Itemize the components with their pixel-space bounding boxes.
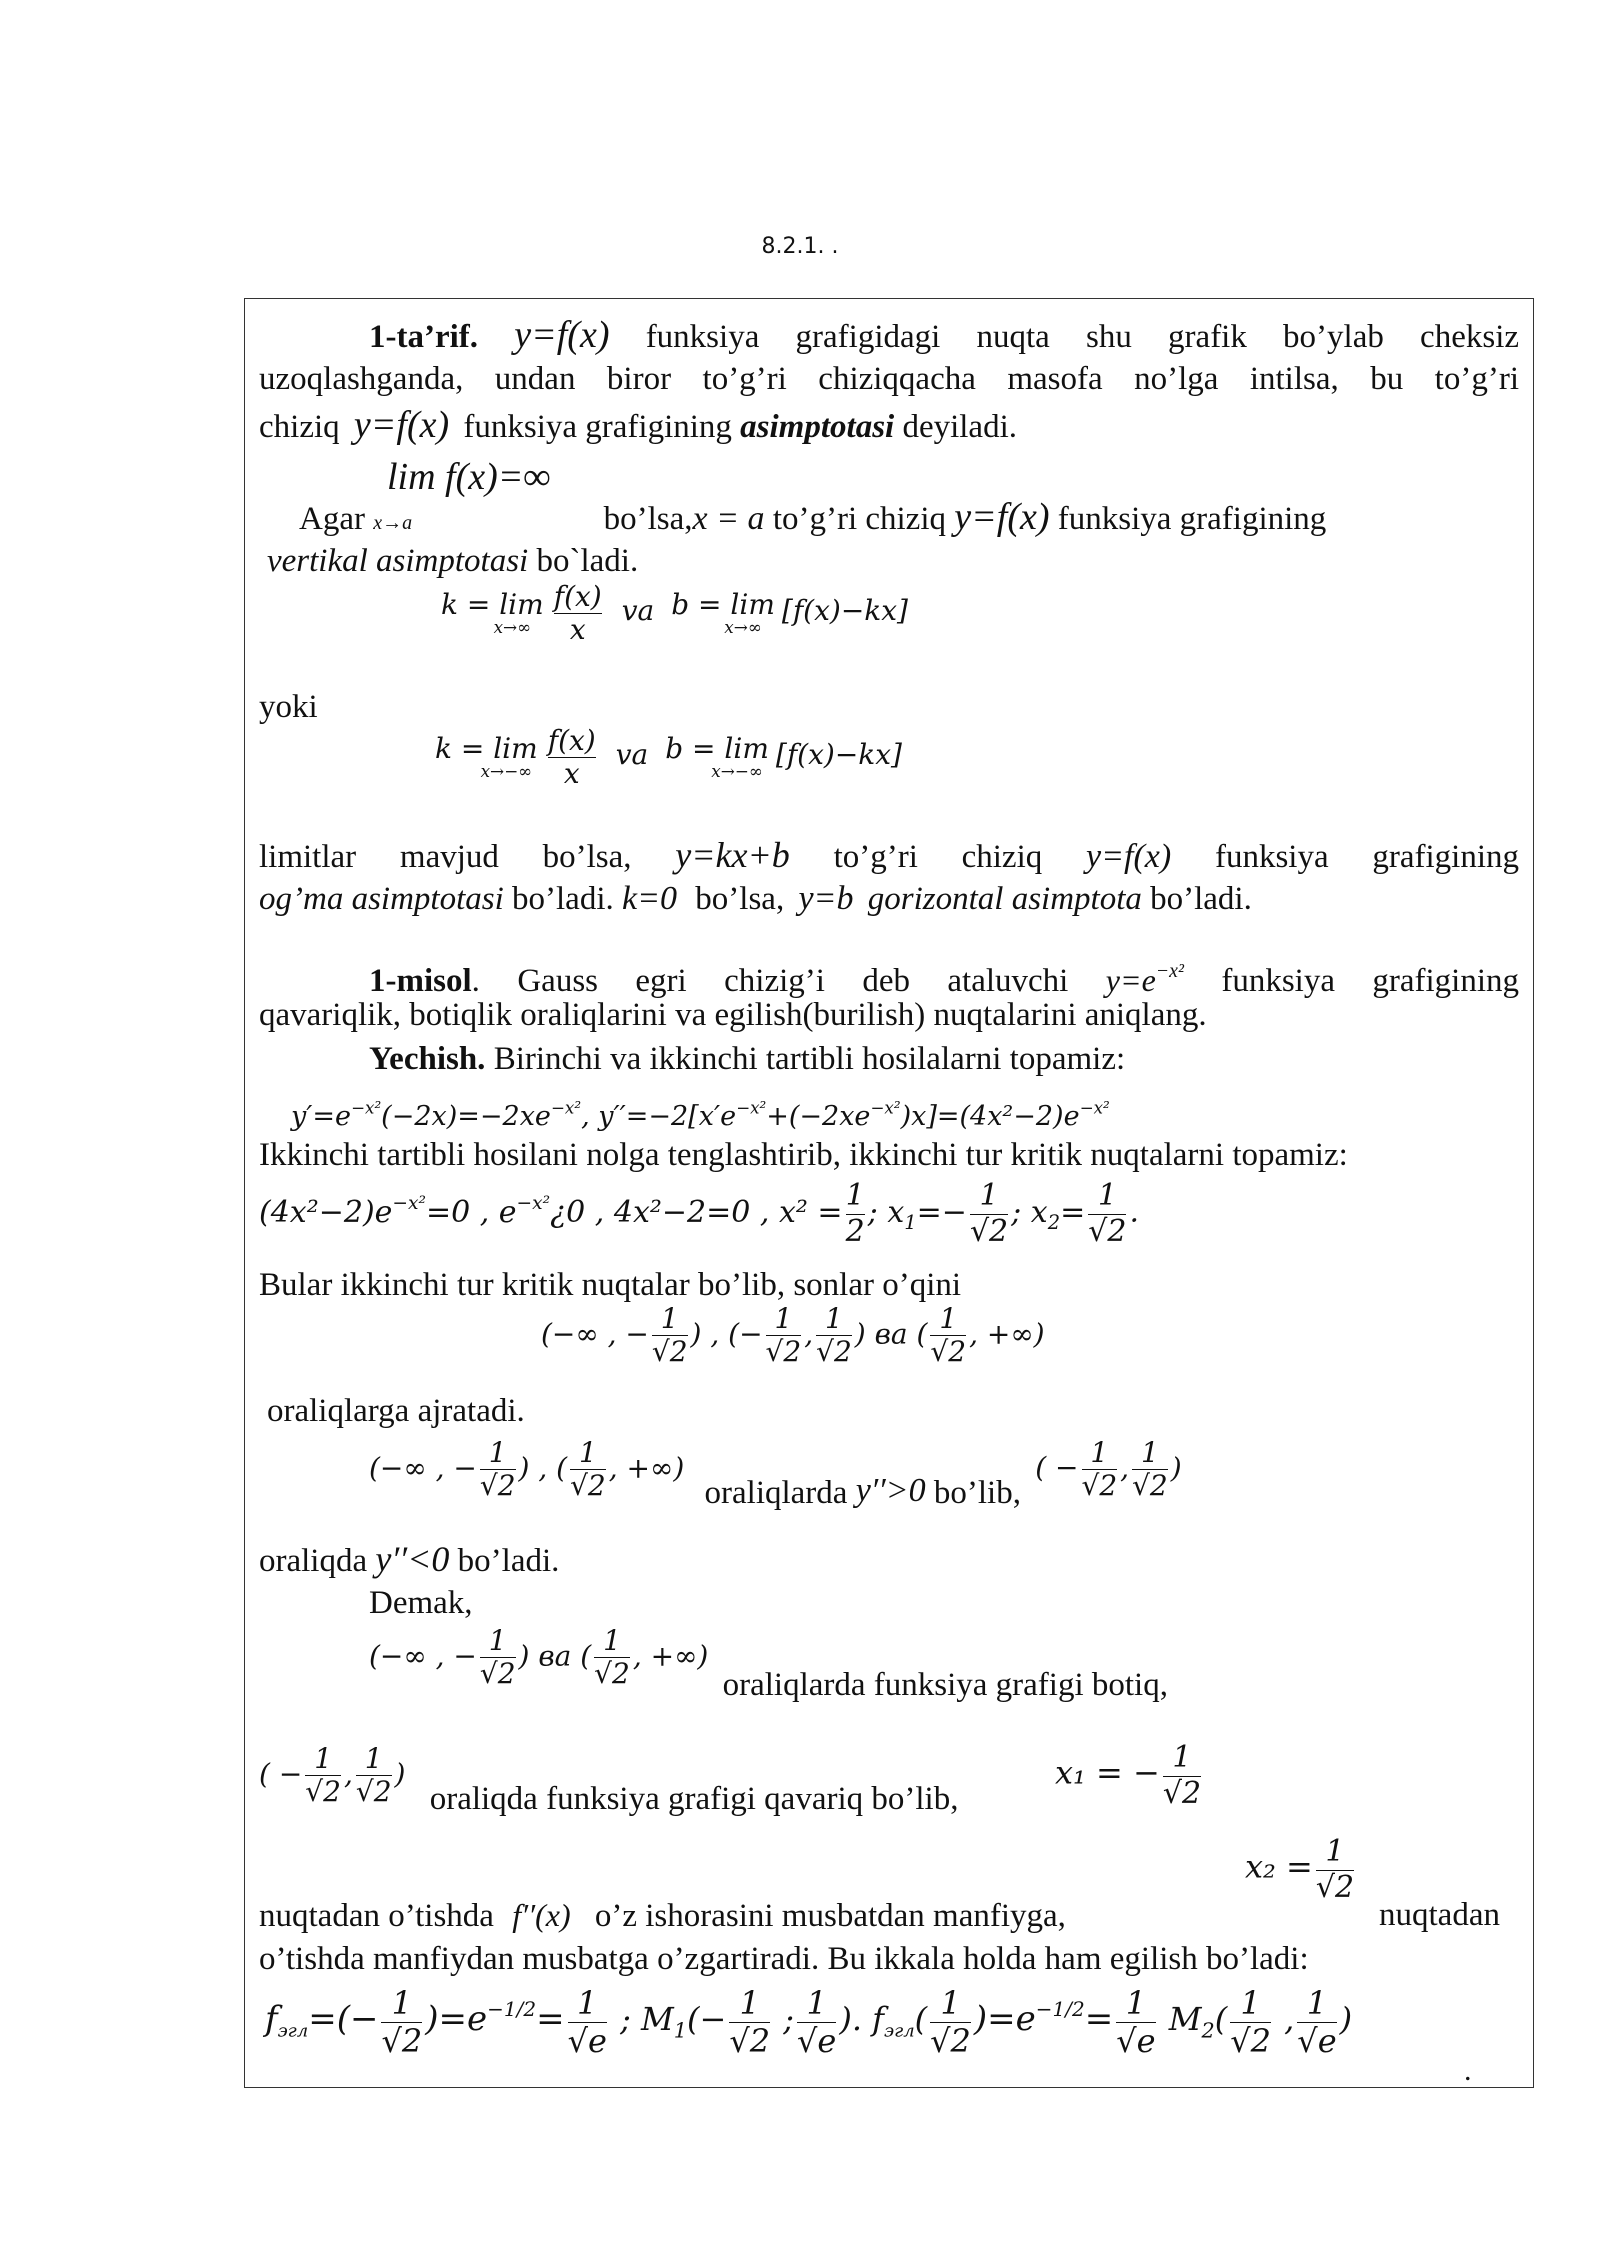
section-number: 8.2.1. . [761, 234, 839, 259]
definition-text: deyiladi. [902, 409, 1018, 445]
text: nuqtadan o’tishda [259, 1898, 494, 1934]
text: bo’lsa, [603, 501, 693, 537]
text: to’g’ri chiziq [833, 839, 1043, 875]
definition-line-1 [259, 313, 1519, 359]
eq-exp: −x² [392, 1192, 426, 1214]
text: funksiya grafigining [1221, 962, 1520, 999]
k-lim: k = lim [441, 588, 544, 622]
x2-label: x₂ = [1245, 1847, 1313, 1886]
lim-under: x→−∞ [711, 761, 763, 782]
bracket-expr: [f(x)−kx] [775, 738, 902, 772]
text: oraliqlarda funksiya grafigi botiq, [722, 1667, 1168, 1704]
example-line-2: qavariqlik, botiqlik oraliqlarini va egilish(burilish) nuqtalarini aniqlang. [259, 997, 1207, 1033]
example-line-7: oraliqlarga ajratadi. [267, 1393, 525, 1429]
text: o’z ishorasini musbatdan manfiyga, [594, 1898, 1066, 1934]
eq-part: ; x [1011, 1194, 1048, 1230]
line-eq: y=kx+b [675, 835, 790, 875]
definition-text: chiziq [259, 409, 340, 445]
eq-exp: −x² [516, 1192, 551, 1214]
derivatives-formula: $y'=e^{-x^2}(-2x)=-2xe^{-x^2}$, $y''=-2[x'e^{-x^2}+(-2xe^{-x^2})x]=(4x^2-2)e^{-x^2}$ [291, 1097, 1110, 1132]
text: bo’ladi. [512, 881, 614, 917]
agar-text: Agar [299, 501, 365, 537]
vertical-term: vertikal asimptotasi [267, 543, 529, 579]
limit-expression: lim f(x)=∞ [387, 456, 551, 498]
definition-func: y=f(x) [353, 404, 450, 446]
x2-point: x₂ = $\frac{1}{√2}$ [1245, 1834, 1355, 1905]
text: bo’lsa, [695, 881, 785, 917]
x-equals-a: x = a [692, 500, 765, 537]
text: bo’lib, [933, 1475, 1021, 1512]
frac-den: x [548, 757, 596, 790]
definition-label: 1-ta’rif. [369, 319, 479, 355]
frac-den: √2 [969, 1213, 1009, 1249]
frac-den: 2 [845, 1213, 865, 1249]
k-zero: k=0 [622, 880, 678, 917]
frac-num: 1 [1097, 1178, 1117, 1213]
ypp-positive: y′′>0 [855, 1472, 926, 1510]
definition-text: funksiya grafigining [463, 409, 732, 445]
critical-points-eq: $(4x^2-2)e^{-x^2}=0$ , $e^{-x^2}¿0$ , 4x²−2=0 , x² = $\frac{1}{2}$ ; $x_1=-$ $\frac{1}{√2}$ ; $x_2=$ $\frac{1}{√2}$ . [259, 1178, 1140, 1249]
text: bo’ladi. [457, 1543, 560, 1579]
qavariq-interval-line: ( − $\frac{1}{√2}$ , $\frac{1}{√2}$ ) oraliqda funksiya grafigi qavariq bo’lib, [259, 1742, 959, 1818]
eq-part: =0 , e [425, 1194, 517, 1230]
content-frame [244, 298, 1534, 2088]
definition-line-3 [259, 403, 1519, 449]
inflection-line-1 [259, 1893, 1519, 1938]
fpp: f′′(x) [512, 1897, 571, 1933]
frac-num: 1 [845, 1178, 865, 1213]
formula-k-b-neg-infinity [435, 725, 1519, 790]
text: bo’ladi. [1150, 881, 1252, 917]
func: y=f(x) [954, 496, 1050, 538]
lim-under: x→−∞ [480, 761, 533, 782]
definition-line-2: uzoqlashganda, undan biror to’g’ri chiziqqacha masofa no’lga intilsa, bu to’g’ri [259, 361, 1519, 397]
definition-func: y=f(x) [514, 314, 610, 356]
text: bo`ladi. [536, 543, 639, 579]
x1-label: x₁ = − [1055, 1753, 1160, 1792]
text: oraliqlarda [704, 1475, 848, 1512]
frac-num: 1 [979, 1178, 999, 1213]
bracket-expr: [f(x)−kx] [781, 594, 908, 628]
text: oraliqda funksiya grafigi qavariq bo’lib, [429, 1781, 959, 1818]
inflection-values: $f_{эгл}=(-$ $\frac{1}{√2}$ )$=e^{-1/2}=$ $\frac{1}{√e}$ ; $M_1(-$ $\frac{1}{√2}$ ; $\frac{1}{√e}$ ). $f_{эгл}$( $\frac{1}{√2}$ )$=e^{-1/2}=$ $\frac{1}{√e}$ $M_2$( $\frac{1}{√2}$ , $\frac{1}{√e}$ ) [265, 1984, 1353, 2060]
frac-num: f(x) [553, 580, 602, 613]
frac-den: x [554, 613, 602, 646]
x1-point: x₁ = − $\frac{1}{√2}$ [1055, 1740, 1202, 1811]
lim-under: x→∞ [724, 617, 762, 638]
frac-num: f(x) [547, 724, 596, 757]
oblique-line-1 [259, 833, 1519, 879]
yoki-text: yoki [259, 689, 318, 725]
definition-term: asimptotasi [740, 409, 895, 445]
inflection-line-2: o’tishda manfiydan musbatga o’zgartiradi. Bu ikkala holda ham egilish bo’ladi: [259, 1941, 1309, 1977]
definition-text: funksiya grafigidagi nuqta shu grafik bo’ylab cheksiz [645, 319, 1520, 355]
nuqtadan-text: nuqtadan [1379, 1897, 1500, 1933]
text: to’g’ri chiziq [772, 501, 946, 537]
y-b: y=b [798, 880, 854, 917]
oblique-line-2 [259, 877, 1519, 921]
gauss-func: y=e [1105, 961, 1156, 998]
intervals-line: (−∞ , − $\frac{1}{√2}$ ) , (− $\frac{1}{√2}$ , $\frac{1}{√2}$ ) ва ( $\frac{1}{√2}$ , +∞) [541, 1302, 1045, 1369]
example-line-5: Ikkinchi tartibli hosilani nolga tenglashtirib, ikkinchi tur kritik nuqtalarni topamiz: [259, 1137, 1348, 1173]
limit-under: x→a [373, 512, 413, 534]
eq-part: ¿0 , 4x²−2=0 , x² = [550, 1194, 843, 1230]
vertical-line [299, 495, 1519, 545]
func: y=f(x) [1086, 838, 1172, 875]
va-text: va [615, 738, 649, 772]
text: oraliqda [259, 1543, 368, 1579]
formula-k-b-infinity [441, 581, 1519, 646]
eq-part: ; x [867, 1194, 905, 1230]
b-lim: b = lim [665, 732, 769, 766]
ypp-negative: y′′<0 [375, 1539, 450, 1579]
sign-intervals-line: (−∞ , − $\frac{1}{√2}$ ) , ( $\frac{1}{√2}$ , +∞) oraliqlarda y′′>0 bo’lib, ( − $\frac{1}{√2}$ , $\frac{1}{√2}$ ) [369, 1436, 1182, 1512]
yechish-line [259, 1037, 1519, 1081]
example-line-6: Bular ikkinchi tur kritik nuqtalar bo’lib, sonlar o’qini [259, 1267, 962, 1303]
va-text: va [621, 594, 655, 628]
text: limitlar mavjud bo’lsa, [259, 839, 632, 875]
yechish-label: Yechish. [369, 1041, 486, 1077]
lim-under: x→∞ [493, 617, 532, 638]
va-text: ва [874, 1317, 908, 1351]
text: funksiya grafigining [1057, 501, 1327, 537]
horizontal-term: gorizontal asimptota [867, 881, 1142, 917]
text: funksiya grafigining [1214, 839, 1519, 875]
end-dot: . [1464, 2054, 1472, 2087]
botiq-intervals-line: (−∞ , − $\frac{1}{√2}$ ) ва ( $\frac{1}{√2}$ , +∞) oraliqlarda funksiya grafigi botiq, [369, 1624, 1168, 1704]
text: . Gauss egri chizig’i deb ataluvchi [471, 962, 1069, 999]
frac-den: √2 [1088, 1213, 1127, 1249]
k-lim: k = lim [435, 732, 538, 766]
concave-line [259, 1537, 1519, 1583]
vertical-line-2 [267, 539, 1519, 583]
demak-line: Demak, [369, 1585, 473, 1621]
text: Birinchi va ikkinchi tartibli hosilalarni topamiz: [493, 1041, 1126, 1077]
oblique-term: og’ma asimptotasi [259, 881, 504, 917]
example-label: 1-misol [369, 962, 472, 999]
gauss-exp: −x² [1155, 960, 1184, 982]
egl-sub: эгл [277, 2020, 309, 2042]
b-lim: b = lim [671, 588, 775, 622]
eq-part: (4x²−2)e [259, 1194, 393, 1230]
